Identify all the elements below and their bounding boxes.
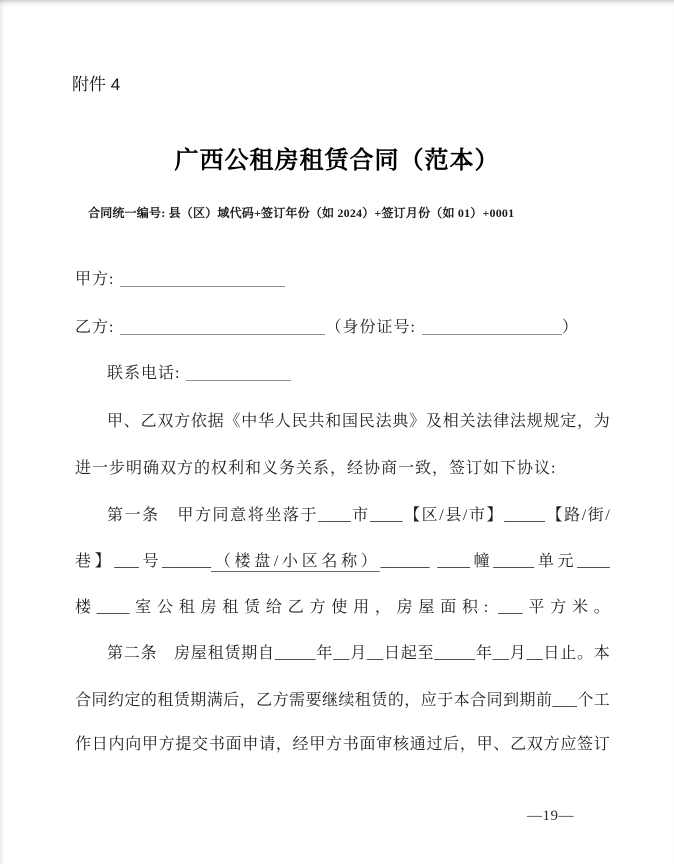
page-number: —19— [527,808,574,824]
article-1-line-3: 楼____室公租房租赁给乙方使用，房屋面积: ___平方米。 [75,599,610,616]
id-number-blank-field [422,319,562,335]
article-2-line-2: 合同约定的租赁期满后，乙方需要继续租赁的，应于本合同到期前___个工 [75,692,610,709]
article-1-line-2-post: ______ ____幢_____单元____ [380,553,611,570]
article-1-line-2 [75,550,610,574]
article-1-line-2-pre: 巷】___号______ [75,553,212,570]
id-number-close-paren: ） [561,319,579,336]
contact-phone-line [107,362,610,386]
party-b-line [75,316,610,340]
article-2-line-1: 第二条 房屋租赁期自_____年__月__日起至_____年__月__日止。本 [107,645,610,662]
contact-phone-label: 联系电话: [107,365,181,382]
party-a-label: 甲方: [75,271,115,288]
contract-number-note: 合同统一编号: 县（区）域代码+签订年份（如 2024）+签订月份（如 01）+0001 [88,206,515,220]
preamble-line-2: 进一步明确双方的权利和义务关系，经协商一致，签订如下协议: [75,460,557,477]
article-2-line-3: 作日内向甲方提交书面申请，经甲方书面审核通过后，甲、乙双方应签订 [75,736,610,753]
party-b-label: 乙方: [75,319,115,336]
party-b-blank-field [120,319,325,335]
preamble-line-1: 甲、乙双方依据《中华人民共和国民法典》及相关法律法规规定，为 [107,413,610,430]
party-a-line [75,268,610,292]
id-number-label: （身份证号: [325,319,416,336]
attachment-label: 附件 4 [72,75,121,94]
document-title: 广西公租房租赁合同（范本） [174,148,500,174]
estate-name-label: （楼盘/小区名称） [211,553,381,570]
contact-phone-blank-field [186,365,291,381]
article-1-line-1: 第一条 甲方同意将坐落于____市____【区/县/市】_____【路/街/ [107,507,610,524]
party-a-blank-field [120,271,285,287]
